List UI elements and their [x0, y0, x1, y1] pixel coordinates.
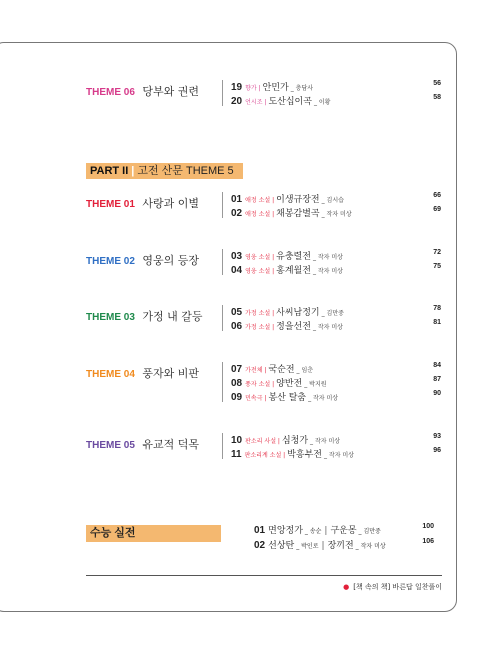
entry-genre: 판소리 사설 |	[245, 438, 280, 445]
toc-entry[interactable]	[231, 390, 441, 402]
entry-number: 08	[231, 378, 243, 389]
entry-title: 홍계월전	[276, 266, 311, 276]
entry-page: 66	[433, 192, 441, 199]
entry-page: 58	[433, 94, 441, 101]
entry-author: _ 작자 미상	[312, 254, 343, 261]
toc-entry[interactable]	[231, 263, 441, 275]
entry-author: _ 충담사	[290, 85, 314, 92]
toc-entry[interactable]	[231, 94, 441, 106]
entry-title: 장끼전	[327, 541, 354, 551]
theme-code: THEME 05	[86, 440, 135, 451]
theme-06-section	[86, 80, 441, 108]
entry-page: 81	[433, 319, 441, 326]
theme-code: THEME 02	[86, 256, 135, 267]
entry-title: 채봉감별곡	[276, 209, 320, 219]
theme-05-section	[86, 433, 441, 461]
entry-genre: 영웅 소설 |	[245, 254, 275, 261]
entry-author: _ 임춘	[296, 367, 314, 374]
theme-code: THEME 01	[86, 199, 135, 210]
entry-author: _ 김시습	[321, 197, 344, 204]
theme-name: 영웅의 등장	[142, 254, 200, 267]
divider	[222, 433, 223, 459]
entry-number: 04	[231, 265, 243, 276]
entry-title: 안민가	[262, 83, 289, 93]
entry-genre: 언시조 |	[245, 99, 267, 106]
entry-page: 100	[422, 523, 434, 530]
toc-entry[interactable]	[231, 206, 441, 218]
entry-page: 87	[433, 376, 441, 383]
part-label: PART II	[90, 165, 129, 177]
entry-author: _ 김만중	[321, 310, 344, 317]
entry-page: 96	[433, 447, 441, 454]
toc-entry[interactable]	[231, 376, 441, 388]
entry-genre: 가정 소설 |	[245, 310, 275, 317]
exam-entry[interactable]	[254, 538, 434, 550]
entry-genre: 가정 소설 |	[245, 324, 275, 331]
entry-title: 구운몽	[330, 526, 357, 536]
theme-01-heading	[86, 195, 199, 211]
entry-number: 20	[231, 96, 243, 107]
entry-title: 심청가	[281, 436, 309, 446]
entry-genre: 민속극 |	[245, 395, 267, 402]
entry-number: 03	[231, 251, 243, 262]
part-separator: |	[131, 165, 135, 177]
entry-number: 11	[231, 449, 242, 460]
entry-number: 05	[231, 307, 243, 318]
part-title: 고전 산문 THEME 5	[137, 165, 234, 177]
entry-page: 75	[433, 263, 441, 270]
footer-rule	[86, 575, 442, 576]
theme-05-heading	[86, 436, 199, 452]
theme-03-section	[86, 305, 441, 333]
entry-genre: 영웅 소설 |	[245, 268, 275, 275]
footer-note-text: [책 속의 책] 바른답 일찬풀이	[353, 583, 442, 591]
divider	[222, 80, 223, 106]
entry-number: 01	[254, 525, 266, 536]
entry-title: 이생규장전	[276, 195, 320, 205]
theme-01-section	[86, 192, 441, 220]
entry-title: 봉산 탈춤	[268, 393, 307, 403]
entry-number: 10	[231, 435, 243, 446]
entry-author: _ 작자 미상	[312, 268, 343, 275]
entry-title: 선상탄	[268, 541, 295, 551]
entry-number: 02	[254, 540, 266, 551]
theme-name: 당부와 권련	[142, 85, 200, 98]
entry-author: _ 박지원	[304, 381, 327, 388]
part-ii-banner	[86, 163, 243, 179]
entry-title: 사씨남정기	[276, 308, 320, 318]
toc-entry[interactable]	[231, 249, 441, 261]
entry-author: _ 작자 미상	[308, 395, 339, 402]
toc-entry[interactable]	[231, 305, 441, 317]
entry-genre: 애정 소설 |	[245, 211, 275, 218]
toc-entry[interactable]	[231, 192, 441, 204]
theme-02-heading	[86, 252, 199, 268]
toc-entry[interactable]	[231, 319, 441, 331]
toc-entry[interactable]	[231, 433, 441, 445]
theme-04-section	[86, 362, 441, 404]
entry-author: _ 송순	[304, 528, 322, 535]
theme-04-heading	[86, 365, 199, 381]
theme-name: 풍자와 비판	[142, 367, 200, 380]
theme-name: 가정 내 갈등	[142, 310, 203, 323]
theme-code: THEME 03	[86, 312, 135, 323]
entry-author: _ 작자 미상	[312, 324, 343, 331]
entry-author: _ 작자 미상	[310, 438, 341, 445]
entry-separator: |	[324, 526, 328, 536]
entry-page: 84	[433, 362, 441, 369]
entry-title: 박흥부전	[287, 450, 322, 460]
theme-03-heading	[86, 308, 203, 324]
entry-author: _ 이황	[313, 99, 331, 106]
entry-title: 정을선전	[276, 322, 311, 332]
exam-banner: 수능 실전	[86, 525, 221, 542]
entry-title: 유충렬전	[276, 252, 311, 262]
entry-author: _ 박인로	[296, 543, 319, 550]
entry-page: 106	[422, 538, 434, 545]
entry-author: _ 작자 미상	[355, 543, 386, 550]
entry-genre: 풍자 소설 |	[245, 381, 275, 388]
theme-02-section	[86, 249, 441, 277]
entry-number: 06	[231, 321, 243, 332]
bullet-dot-icon: ●	[343, 583, 350, 591]
entry-title: 국순전	[268, 365, 295, 375]
theme-code: THEME 04	[86, 369, 135, 380]
entry-genre: 가전체 |	[245, 367, 267, 374]
theme-code: THEME 06	[86, 87, 135, 98]
entry-page: 56	[433, 80, 441, 87]
entry-page: 72	[433, 249, 441, 256]
entry-author: _ 김만중	[358, 528, 381, 535]
entry-number: 09	[231, 392, 243, 403]
entry-page: 78	[433, 305, 441, 312]
entry-page: 90	[433, 390, 441, 397]
divider	[222, 362, 223, 402]
theme-06-heading	[86, 83, 199, 99]
theme-name: 유교적 덕목	[142, 438, 200, 451]
footer-note	[343, 582, 442, 592]
entry-number: 19	[231, 82, 243, 93]
entry-genre: 애정 소설 |	[245, 197, 275, 204]
theme-name: 사랑과 이별	[142, 197, 200, 210]
entry-title: 양반전	[276, 379, 303, 389]
entry-title: 도산십이곡	[268, 97, 312, 107]
entry-genre: 판소리계 소설 |	[244, 452, 286, 459]
divider	[222, 192, 223, 218]
entry-page: 69	[433, 206, 441, 213]
divider	[222, 249, 223, 275]
entry-number: 02	[231, 208, 243, 219]
entry-separator: |	[321, 541, 325, 551]
entry-genre: 향가 |	[245, 85, 261, 92]
entry-author: _ 작자 미상	[321, 211, 352, 218]
toc-entry[interactable]	[231, 447, 441, 459]
toc-entry[interactable]	[231, 362, 441, 374]
toc-entry[interactable]	[231, 80, 441, 92]
entry-author: _ 작자 미상	[323, 452, 354, 459]
entry-title: 면앙정가	[268, 526, 303, 536]
divider	[222, 305, 223, 331]
entry-number: 07	[231, 364, 243, 375]
entry-page: 93	[433, 433, 441, 440]
entry-number: 01	[231, 194, 243, 205]
exam-entry[interactable]	[254, 523, 434, 535]
